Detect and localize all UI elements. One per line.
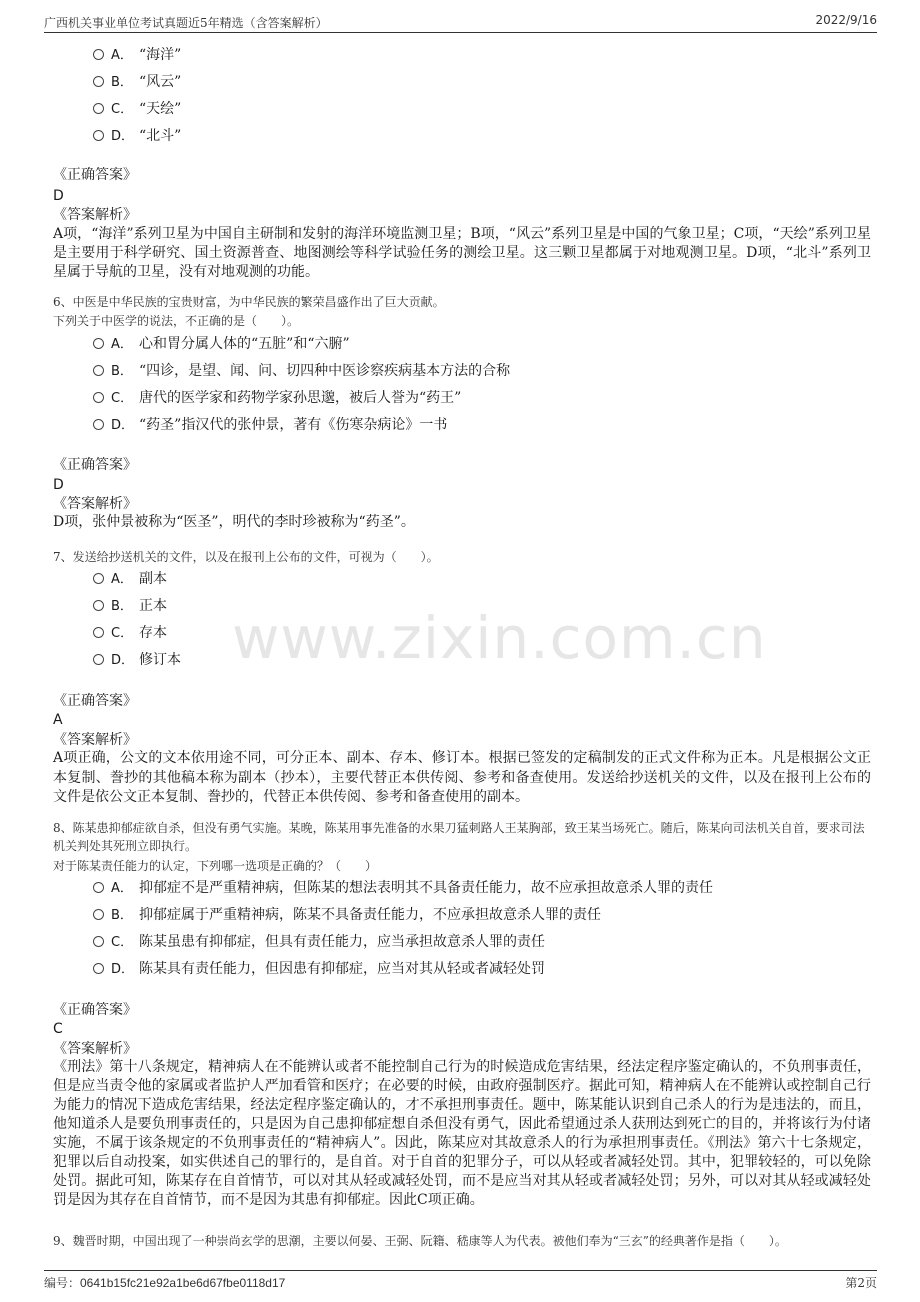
answer-heading: 《正确答案》 (53, 167, 137, 183)
question-text: 7、发送给抄送机关的文件，以及在报刊上公布的文件，可视为（ ）。 (53, 550, 439, 564)
document-code: 编号：0641b15fc21e92a1be6d67fbe0118d17 (44, 1276, 286, 1290)
question-text: 8、陈某患抑郁症欲自杀，但没有勇气实施。某晚，陈某用事先准备的水果刀猛刺路人王某胸部，致王某当场死亡。随后，陈某向司法机关自首，要求司法机关判处其死刑立即执行。 (53, 821, 865, 853)
page-header (44, 10, 877, 33)
radio-icon[interactable] (93, 936, 104, 947)
option-q5-c[interactable]: C． “天绘” (93, 99, 181, 120)
radio-icon[interactable] (93, 365, 104, 376)
option-q8-b[interactable]: B． 抑郁症属于严重精神病，陈某不具备责任能力，不应承担故意杀人罪的责任 (93, 905, 601, 926)
analysis-text: D项，张仲景被称为“医圣”，明代的李时珍被称为“药圣”。 (53, 514, 415, 530)
radio-icon[interactable] (93, 130, 104, 141)
radio-icon[interactable] (93, 963, 104, 974)
answer-heading: 《正确答案》 (53, 693, 137, 709)
radio-icon[interactable] (93, 419, 104, 430)
page-footer (44, 1270, 877, 1291)
analysis-text: A项正确，公文的文本依用途不同，可分正本、副本、存本、修订本。根据已签发的定稿制发的正式文件称为正本。凡是根据公文正本复制、誊抄的其他稿本称为副本（抄本），主要代替正本供传阅、参考和备查使用。发送给抄送机关的文件，以及在报刊上公布的文件是依公文正本复制、誊抄的，代替正本供传阅、参考和备查使用的副本。 (53, 750, 871, 805)
radio-icon[interactable] (93, 882, 104, 893)
question-text: 下列关于中医学的说法，不正确的是（ ）。 (53, 314, 300, 328)
correct-answer: C (53, 1021, 63, 1037)
radio-icon[interactable] (93, 103, 104, 114)
radio-icon[interactable] (93, 909, 104, 920)
option-q6-d[interactable]: D． “药圣”指汉代的张仲景，著有《伤寒杂病论》一书 (93, 415, 447, 436)
option-q5-b[interactable]: B． “风云” (93, 72, 181, 93)
radio-icon[interactable] (93, 49, 104, 60)
analysis-heading: 《答案解析》 (53, 496, 137, 512)
option-q8-c[interactable]: C． 陈某虽患有抑郁症，但具有责任能力，应当承担故意杀人罪的责任 (93, 932, 545, 953)
radio-icon[interactable] (93, 600, 104, 611)
watermark: www.zixin.com.cn (232, 604, 767, 672)
analysis-heading: 《答案解析》 (53, 1041, 137, 1057)
analysis-text: A项，“海洋”系列卫星为中国自主研制和发射的海洋环境监测卫星；B项，“风云”系列卫星是中国的气象卫星；C项，“天绘”系列卫星是主要用于科学研究、国土资源普查、地图测绘等科学试验任务的测绘卫星。这三颗卫星都属于对地观测卫星。D项，“北斗”系列卫星属于导航的卫星，没有对地观测的功能。 (53, 226, 871, 280)
document-title: 广西机关事业单位考试真题近5年精选（含答案解析） (44, 16, 328, 30)
analysis-text: 《刑法》第十八条规定，精神病人在不能辨认或者不能控制自己行为的时候造成危害结果，经法定程序鉴定确认的，不负刑事责任，但是应当责令他的家属或者监护人严加看管和医疗；在必要的时候，由政府强制医疗。据此可知，精神病人在不能辨认或控制自己行为能力的情况下造成危害结果，经法定程序鉴定确认的，才不承担刑事责任。题中，陈某能认识到自己杀人的行为是违法的，而且，他知道杀人是要负刑事责任的，只是因为自己患抑郁症想自杀但没有勇气，因此希望通过杀人获刑达到死亡的目的，并将该行为付诸实施，不属于该条规定的不负刑事责任的“精神病人”。因此，陈某应对其故意杀人的行为承担刑事责任。《刑法》第六十七条规定，犯罪以后自动投案，如实供述自己的罪行的，是自首。对于自首的犯罪分子，可以从轻或者减轻处罚。其中，犯罪较轻的，可以免除处罚。据此可知，陈某存在自首情节，可以对其从轻或减轻处罚，而不是应当对其从轻或者减轻处罚；另外，可以对其从轻或减轻处罚是因为其存在自首情节，而不是因为其患有抑郁症。因此C项正确。 (53, 1059, 871, 1208)
option-q6-b[interactable]: B． “四诊，是望、闻、问、切四种中医诊察疾病基本方法的合称 (93, 361, 510, 382)
option-q8-d[interactable]: D． 陈某具有责任能力，但因患有抑郁症，应当对其从轻或者减轻处罚 (93, 959, 545, 980)
radio-icon[interactable] (93, 338, 104, 349)
option-q5-d[interactable]: D． “北斗” (93, 126, 181, 147)
question-text: 6、中医是中华民族的宝贵财富，为中华民族的繁荣昌盛作出了巨大贡献。 (53, 295, 445, 309)
document-date: 2022/9/16 (815, 13, 877, 27)
question-text: 对于陈某责任能力的认定，下列哪一选项是正确的？（ ） (53, 859, 378, 873)
radio-icon[interactable] (93, 573, 104, 584)
option-q7-a[interactable]: A． 副本 (93, 569, 167, 590)
page-number: 第2页 (845, 1276, 877, 1290)
option-q6-c[interactable]: C． 唐代的医学家和药物学家孙思邈，被后人誉为“药王” (93, 388, 461, 409)
answer-heading: 《正确答案》 (53, 1002, 137, 1018)
option-q7-b[interactable]: B． 正本 (93, 596, 167, 617)
correct-answer: D (53, 477, 64, 493)
question-text: 9、魏晋时期，中国出现了一种崇尚玄学的思潮，主要以何晏、王弼、阮籍、嵇康等人为代表。被他们奉为“三玄”的经典著作是指（ ）。 (53, 1234, 787, 1248)
correct-answer: D (53, 188, 64, 204)
correct-answer: A (53, 712, 63, 728)
analysis-heading: 《答案解析》 (53, 207, 137, 223)
radio-icon[interactable] (93, 654, 104, 665)
answer-heading: 《正确答案》 (53, 457, 137, 473)
option-q8-a[interactable]: A． 抑郁症不是严重精神病，但陈某的想法表明其不具备责任能力，故不应承担故意杀人罪的责任 (93, 878, 713, 899)
radio-icon[interactable] (93, 627, 104, 638)
analysis-heading: 《答案解析》 (53, 732, 137, 748)
radio-icon[interactable] (93, 392, 104, 403)
radio-icon[interactable] (93, 76, 104, 87)
option-q7-d[interactable]: D． 修订本 (93, 650, 181, 671)
option-q6-a[interactable]: A． 心和胃分属人体的“五脏”和“六腑” (93, 334, 350, 355)
option-q5-a[interactable]: A． “海洋” (93, 45, 181, 66)
option-q7-c[interactable]: C． 存本 (93, 623, 167, 644)
